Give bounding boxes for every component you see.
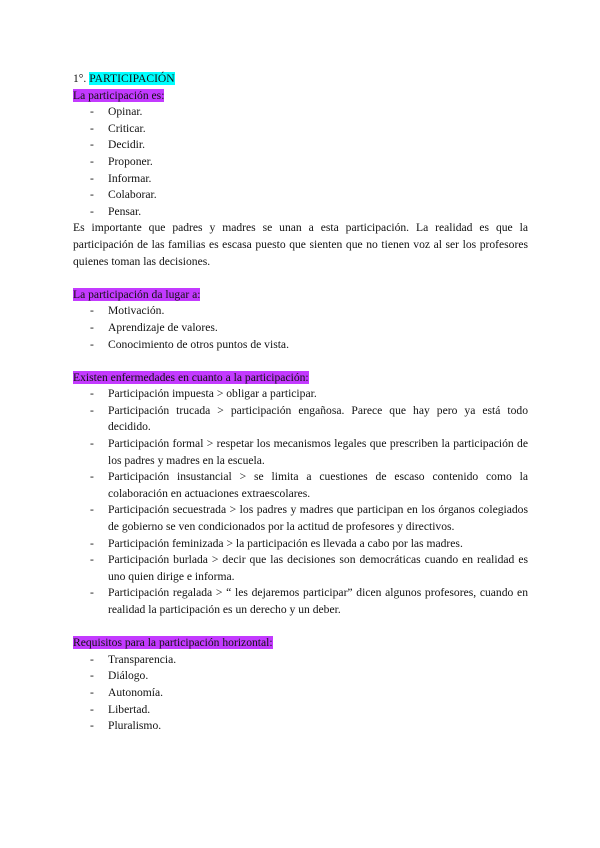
list-item: - Colaborar. xyxy=(73,187,528,204)
section-heading xyxy=(73,287,528,304)
section2-heading: La participación da lugar a: xyxy=(73,287,201,301)
list-item: - Pensar. xyxy=(73,204,528,221)
list-item: - Decidir. xyxy=(73,137,528,154)
list-item: - Proponer. xyxy=(73,154,528,171)
section1-paragraph: Es importante que padres y madres se unan a esta participación. La realidad es que la participación de las familias es escasa puesto que sienten que no tienen voz al ser los profesores quienes toman las decisiones. xyxy=(73,221,528,268)
document-title xyxy=(73,71,528,88)
section-heading xyxy=(73,635,528,652)
section1-list xyxy=(73,104,528,220)
section-heading xyxy=(73,370,528,387)
list-item: - Autonomía. xyxy=(73,685,528,702)
list-item: - Diálogo. xyxy=(73,668,528,685)
list-item: - Libertad. xyxy=(73,702,528,719)
list-item: - Aprendizaje de valores. xyxy=(73,320,528,337)
section-heading xyxy=(73,88,528,105)
list-item: - Pluralismo. xyxy=(73,718,528,735)
list-item: - Participación insustancial > se limita a cuestiones de escaso contenido como la colaboración en actuaciones extraescolares. xyxy=(73,469,528,502)
list-item: - Criticar. xyxy=(73,121,528,138)
list-item: - Transparencia. xyxy=(73,652,528,669)
section3-list xyxy=(73,386,528,618)
list-item: - Participación feminizada > la participación es llevada a cabo por las madres. xyxy=(73,536,528,553)
section4-heading: Requisitos para la participación horizontal: xyxy=(73,636,273,650)
list-item: - Participación impuesta > obligar a participar. xyxy=(73,386,528,403)
list-item: - Motivación. xyxy=(73,303,528,320)
list-item: - Informar. xyxy=(73,171,528,188)
section3-heading: Existen enfermedades en cuanto a la participación: xyxy=(73,370,309,384)
list-item: - Participación secuestrada > los padres y madres que participan en los órganos colegiados de gobierno se ven condicionados por la actitud de profesores y directivos. xyxy=(73,502,528,535)
list-item: - Conocimiento de otros puntos de vista. xyxy=(73,337,528,354)
list-item: - Participación regalada > “ les dejaremos participar” dicen algunos profesores, cuando en realidad la participación es un derecho y un deber. xyxy=(73,585,528,618)
list-item: - Opinar. xyxy=(73,104,528,121)
list-item: - Participación trucada > participación engañosa. Parece que hay pero ya está todo decidido. xyxy=(73,403,528,436)
section4-list xyxy=(73,652,528,735)
title-text: PARTICIPACIÓN xyxy=(89,72,175,85)
title-number: 1°. xyxy=(73,72,87,85)
list-item: - Participación formal > respetar los mecanismos legales que prescriben la participación de los padres y madres en la escuela. xyxy=(73,436,528,469)
section2-list xyxy=(73,303,528,353)
list-item: - Participación burlada > decir que las decisiones son democráticas cuando en realidad es uno quien dirige e informa. xyxy=(73,552,528,585)
section1-heading: La participación es: xyxy=(73,88,165,102)
